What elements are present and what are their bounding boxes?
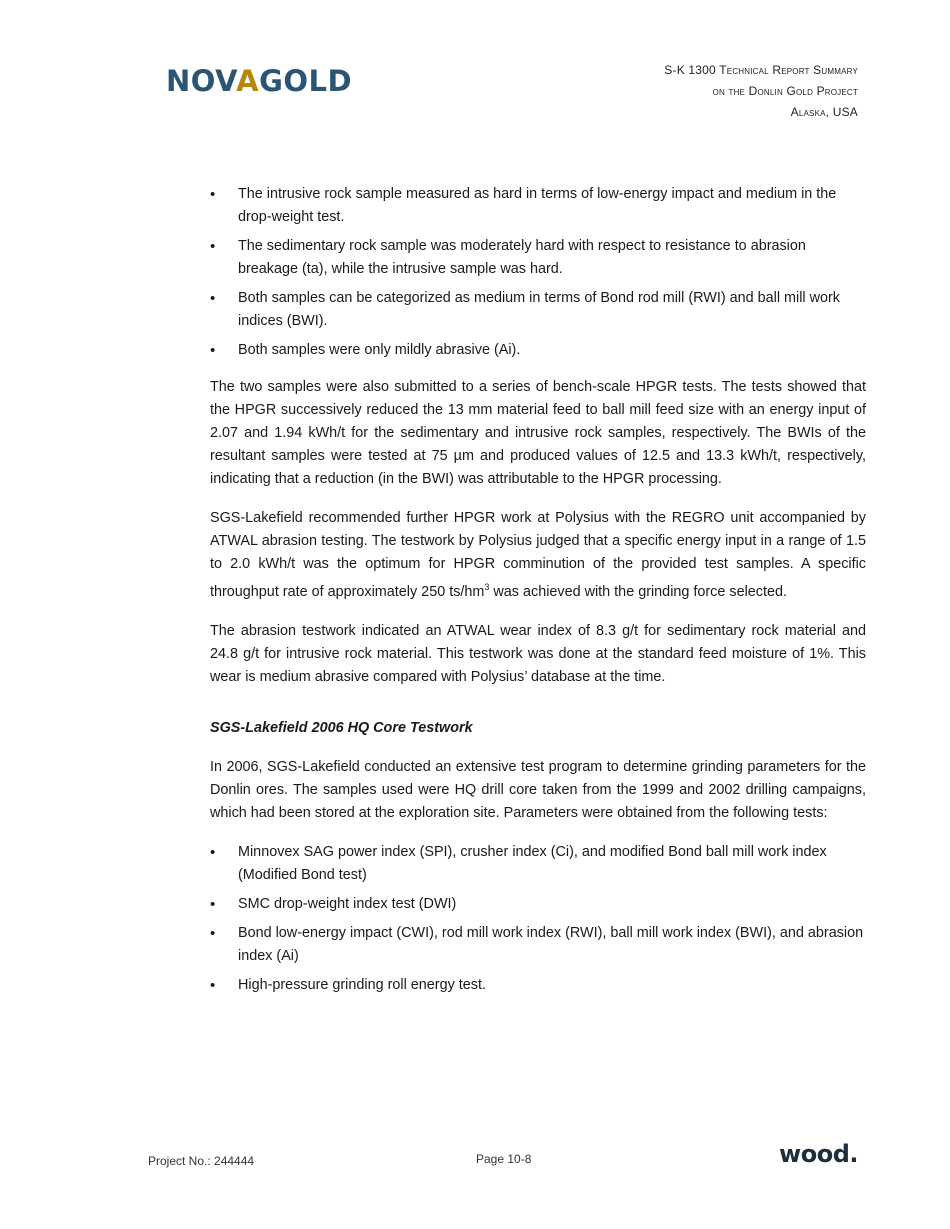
- list-item: • Both samples were only mildly abrasive (Ai).: [210, 339, 866, 362]
- list-item: • Bond low-energy impact (CWI), rod mill work index (RWI), ball mill work index (BWI), and abrasion index (Ai): [210, 922, 866, 968]
- paragraph-2006-program: In 2006, SGS-Lakefield conducted an extensive test program to determine grinding parameters for the Donlin ores. The samples used were HQ drill core taken from the 1999 and 2002 drilling campaigns, which had been stored at the exploration site. Parameters were obtained from the following tests:: [210, 758, 866, 821]
- paragraph-polysius-main: SGS-Lakefield recommended further HPGR work at Polysius with the REGRO unit accompanied by ATWAL abrasion testing. The testwork by Polysius judged that a specific energy input in a range of 1.5 to 2.0 kWh/t was the optimum for HPGR comminution of the provided test samples. A specific throughput rate of approximately 250 ts/hm: [210, 510, 866, 600]
- header-line-1: S-K 1300 Technical Report Summary: [664, 63, 858, 77]
- list-item: • Both samples can be categorized as medium in terms of Bond rod mill (RWI) and ball mill work indices (BWI).: [210, 287, 866, 333]
- paragraph-polysius-end: was achieved with the grinding force selected.: [489, 583, 787, 600]
- project-number: Project No.: 244444: [148, 1154, 255, 1168]
- superscript: 3: [484, 582, 490, 592]
- page-number: Page 10-8: [476, 1152, 532, 1166]
- paragraph-hpgr-tests: The two samples were also submitted to a series of bench-scale HPGR tests. The tests showed that the HPGR successively reduced the 13 mm material feed to ball mill feed size with an energy input of 2.07 and 1.94 kWh/t for the sedimentary and intrusive rock samples, respectively. The BWIs of the resultant samples were tested at 75 µm and produced values of 12.5 and 13.3 kWh/t, respectively, indicating that a reduction (in the BWI) was attributable to the HPGR processing.: [210, 379, 866, 487]
- header-line-3: Alaska, USA: [790, 105, 858, 119]
- logo-text-suffix: GOLD: [259, 64, 353, 98]
- logo-text-prefix: NOV: [166, 64, 237, 98]
- paragraph-polysius: [210, 507, 866, 604]
- page-content: [210, 183, 866, 1003]
- list-item: • The sedimentary rock sample was moderately hard with respect to resistance to abrasion breakage (ta), while the intrusive sample was hard.: [210, 235, 866, 281]
- novagold-logo: [166, 64, 352, 98]
- paragraph-abrasion: The abrasion testwork indicated an ATWAL wear index of 8.3 g/t for sedimentary rock material and 24.8 g/t for intrusive rock material. This testwork was done at the standard feed moisture of 1%. This wear is medium abrasive compared with Polysius’ database at the time.: [210, 622, 866, 685]
- list-item: • SMC drop-weight index test (DWI): [210, 893, 866, 916]
- report-header: [664, 60, 858, 123]
- list-item: • Minnovex SAG power index (SPI), crusher index (Ci), and modified Bond ball mill work index (Modified Bond test): [210, 841, 866, 887]
- list-item: • High-pressure grinding roll energy test.: [210, 974, 866, 997]
- list-item: • The intrusive rock sample measured as hard in terms of low-energy impact and medium in the drop-weight test.: [210, 183, 866, 229]
- section-heading: SGS-Lakefield 2006 HQ Core Testwork: [210, 719, 473, 736]
- bullet-list-findings: [210, 183, 866, 362]
- logo-text-accent: A: [236, 64, 260, 98]
- wood-logo: wood.: [779, 1140, 858, 1168]
- header-line-2: on the Donlin Gold Project: [712, 84, 858, 98]
- bullet-list-tests: [210, 841, 866, 997]
